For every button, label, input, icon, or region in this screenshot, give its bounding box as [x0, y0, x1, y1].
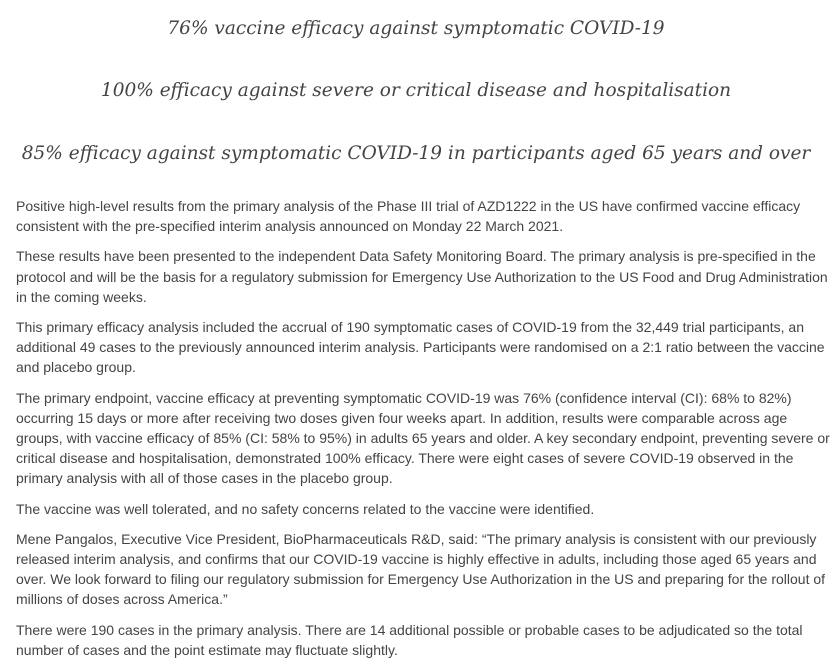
paragraph-safety: The vaccine was well tolerated, and no safety concerns related to the vaccine were identified.	[16, 500, 595, 517]
paragraph-dsmb: These results have been presented to the independent Data Safety Monitoring Board. The primary analysis is pre-specified in the protocol and will be the basis for a regulatory submission for Emergency Use Authorization to the US Food and Drug Administration in the coming weeks.	[16, 248, 828, 305]
paragraph-results-summary: Positive high-level results from the primary analysis of the Phase III trial of AZD1222 in the US have confirmed vaccine efficacy consistent with the pre-specified interim analysis announced on Monday 22 March 2021.	[16, 198, 801, 235]
paragraph-case-accrual: This primary efficacy analysis included the accrual of 190 symptomatic cases of COVID-19 from the 32,449 trial participants, an additional 49 cases to the previously announced interim analysis. Participants were randomised on a 2:1 ratio between the vaccine and placebo group.	[16, 319, 825, 376]
article-body	[16, 196, 831, 670]
headline-overall-efficacy: 76% vaccine efficacy against symptomatic COVID-19	[167, 18, 665, 39]
paragraph-pending-cases: There were 190 cases in the primary analysis. There are 14 additional possible or probable cases to be adjudicated so the total number of cases and the point estimate may fluctuate slightly.	[16, 621, 803, 658]
headline-elderly-efficacy: 85% efficacy against symptomatic COVID-19 in participants aged 65 years and over	[21, 143, 811, 164]
paragraph-quote: Mene Pangalos, Executive Vice President, BioPharmaceuticals R&D, said: “The primary analysis is consistent with our previously released interim analysis, and confirms that our COVID-19 vaccine is highly effective in adults, including those aged 65 years and over. We look forward to filing our regulatory submission for Emergency Use Authorization in the US and preparing for the rollout of millions of doses across America.”	[16, 530, 826, 608]
paragraph-primary-endpoint: The primary endpoint, vaccine efficacy at preventing symptomatic COVID-19 was 76% (confidence interval (CI): 68% to 82%) occurring 15 days or more after receiving two doses given four weeks apart. In addition, results were comparable across age groups, with vaccine efficacy of 85% (CI: 58% to 95%) in adults 65 years and older. A key secondary endpoint, preventing severe or critical disease and hospitalisation, demonstrated 100% efficacy. There were eight cases of severe COVID-19 observed in the primary analysis with all of those cases in the placebo group.	[16, 389, 830, 487]
headline-severe-disease-efficacy: 100% efficacy against severe or critical disease and hospitalisation	[100, 80, 732, 101]
